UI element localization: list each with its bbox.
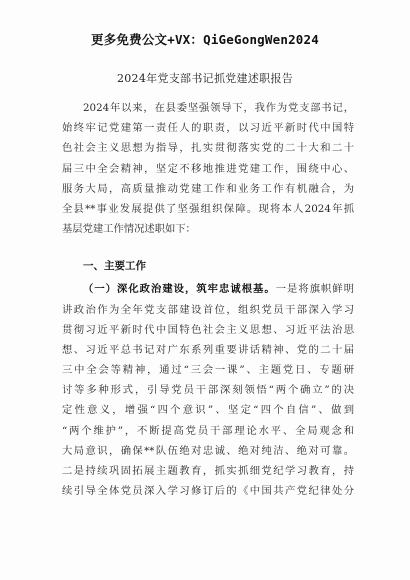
body-line: 想、习近平总书记对广东系列重要讲话精神、党的二十届 — [62, 343, 354, 356]
intro-line: 基层党建工作情况述职如下： — [62, 223, 196, 236]
watermark-banner: 更多免费公文+VX：QiGeGongWen2024 — [91, 32, 319, 47]
intro-line: 始终牢记党建第一责任人的职责，以习近平新时代中国特 — [62, 122, 354, 135]
body-line: “两个维护”，不断提高党员干部理论水平、全局观念和 — [62, 424, 354, 437]
intro-line: 届三中全会精神，坚定不移地推进党建工作，围绕中心、 — [62, 162, 354, 175]
body-line: 二是持续巩固拓展主题教育，抓实抓细党纪学习教育，持 — [62, 465, 354, 477]
sub-section-first-line — [62, 279, 354, 299]
body-line: 续引导全体党员深入学习修订后的《中国共产党纪律处分 — [62, 485, 354, 498]
section-heading: 一、主要工作 — [83, 260, 146, 273]
intro-line: 服务大局，高质量推动党建工作和业务工作有机融合，为 — [62, 182, 354, 195]
paragraph-gap — [62, 239, 354, 253]
document-body — [62, 98, 354, 501]
intro-line: 色社会主义思想为指导，扎实贯彻落实党的二十大和二十 — [62, 142, 354, 155]
body-line: 三中全会等精神，通过“三会一课”、主题党日、专题研 — [62, 364, 354, 377]
intro-line: 2024年以来，在县委坚强领导下，我作为党支部书记， — [83, 102, 354, 114]
document-title: 2024年党支部书记抓党建述职报告 — [116, 72, 294, 85]
body-line: 定性意义，增强“四个意识”、坚定“四个自信”、做到 — [62, 404, 354, 417]
body-line: 讲政治作为全年党支部建设首位，组织党员干部深入学习 — [62, 303, 354, 316]
body-line: 贯彻习近平新时代中国特色社会主义思想、习近平法治思 — [62, 323, 354, 336]
intro-line: 全县**事业发展提供了坚强组织保障。现将本人2024年抓 — [62, 202, 354, 215]
sub-section-heading: （一）深化政治建设，筑牢忠诚根基。 — [83, 283, 276, 296]
body-line: 大局意识，确保**队伍绝对忠诚、绝对纯洁、绝对可靠。 — [62, 444, 354, 457]
body-line: 讨等多种形式，引导党员干部深刻领悟“两个确立”的决 — [62, 384, 354, 397]
sub-section-first-line-text: 一是将旗帜鲜明 — [275, 283, 354, 296]
